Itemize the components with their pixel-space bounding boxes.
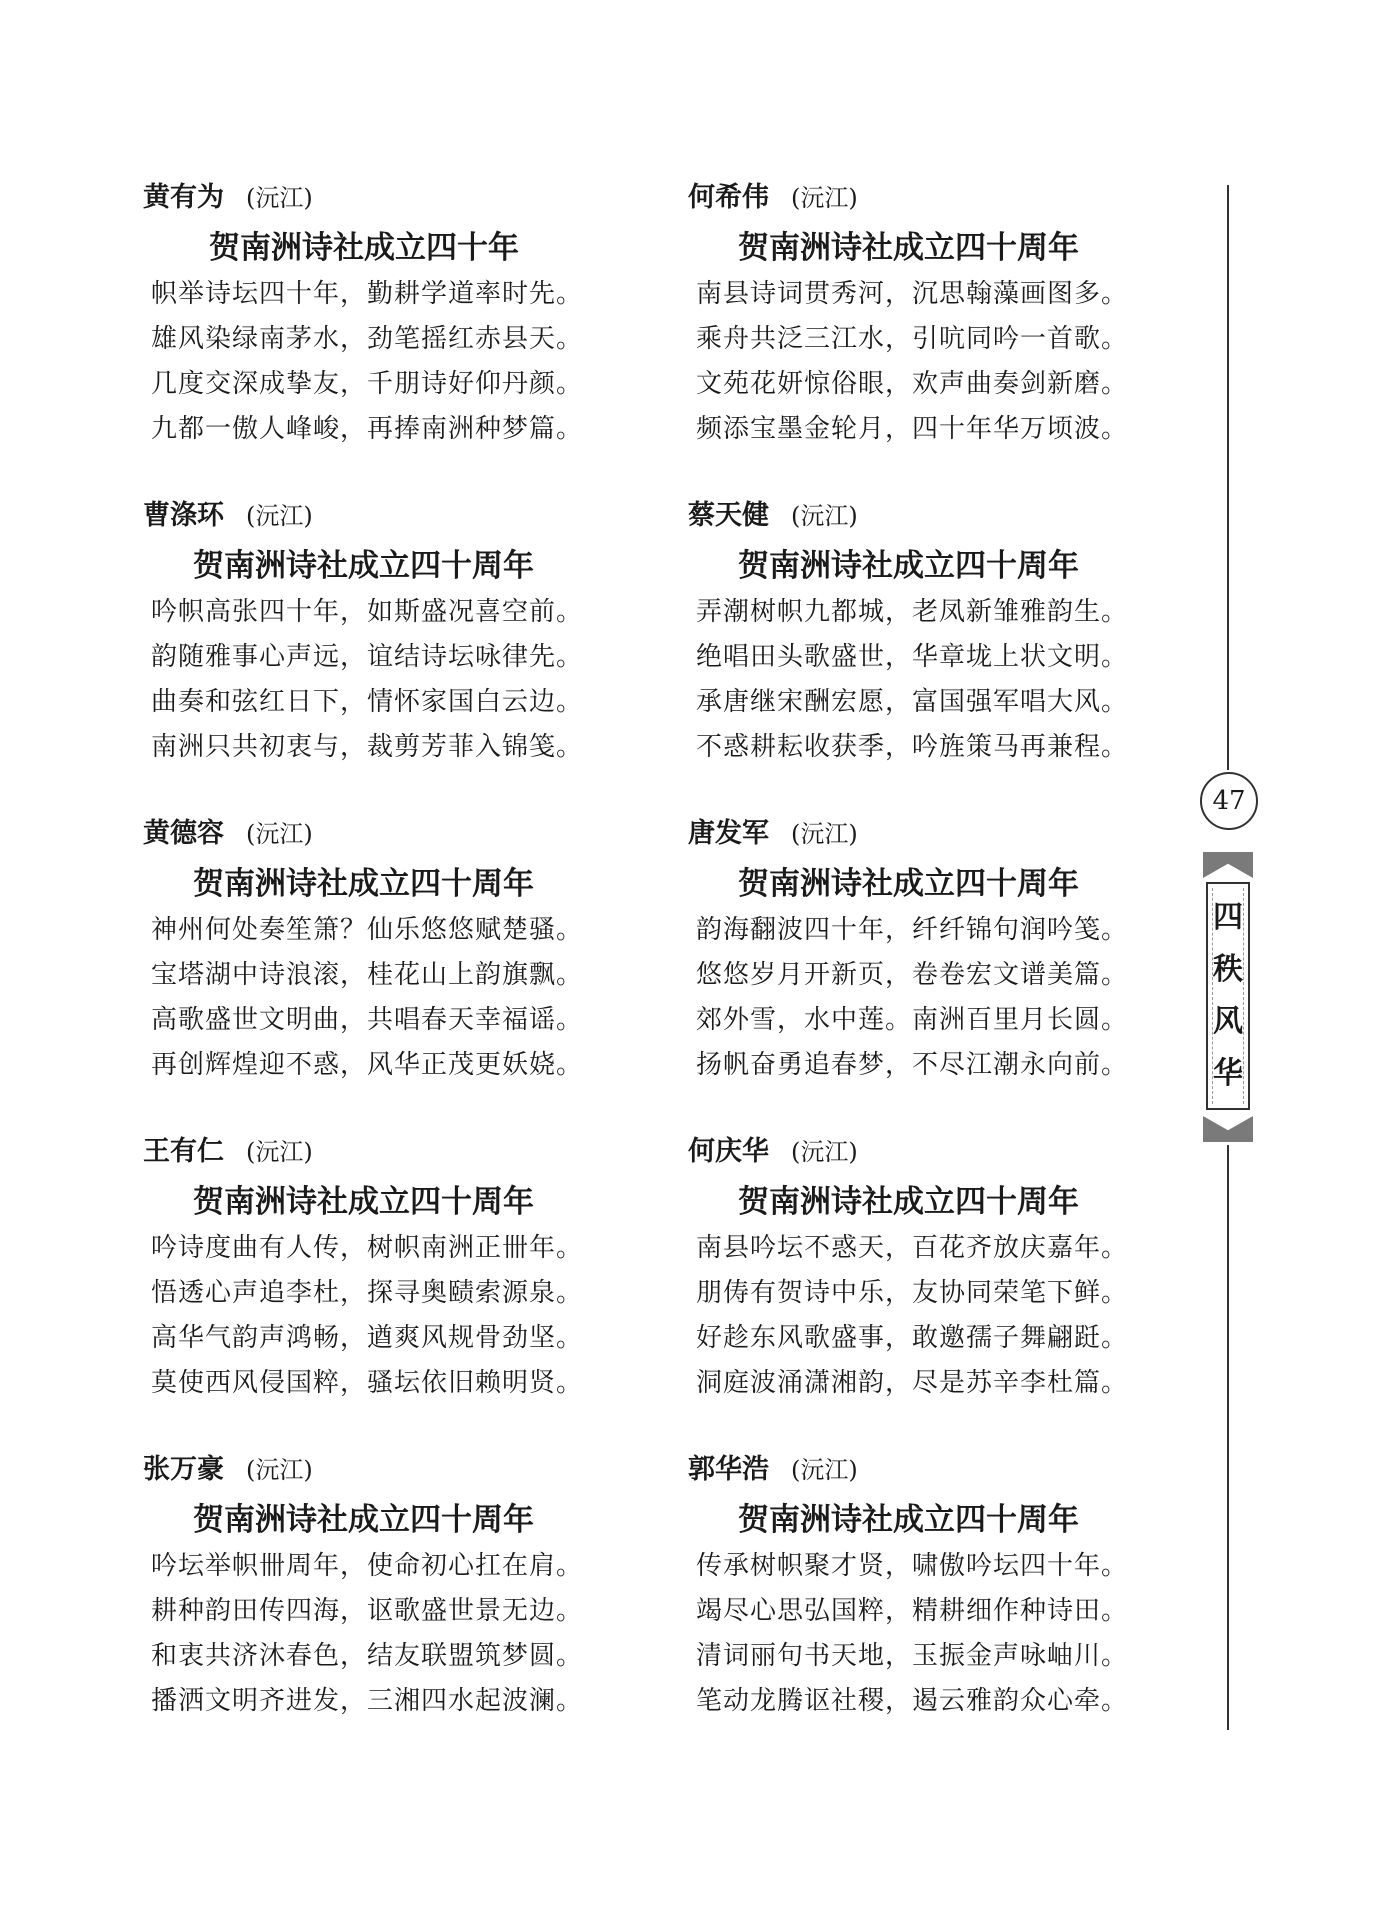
poem-block xyxy=(143,178,623,496)
poem-author-row xyxy=(143,1450,623,1490)
poem-line: 莫使西风侵国粹，骚坛依旧赖明贤。 xyxy=(151,1368,584,1398)
section-label-char: 华 xyxy=(1213,1056,1243,1091)
poem-title: 贺南洲诗社成立四十周年 xyxy=(738,548,1079,584)
poem-line: 吟帜高张四十年，如斯盛况喜空前。 xyxy=(151,597,584,627)
poem-block xyxy=(688,1132,1168,1450)
poem-line: 韵海翻波四十年，纤纤锦句润吟笺。 xyxy=(696,915,1129,945)
poem-origin: (沅江) xyxy=(246,820,313,848)
poem-line: 吟坛举帜卌周年，使命初心扛在肩。 xyxy=(151,1551,584,1581)
banner-cap-top xyxy=(1203,852,1253,878)
poem-line: 笔动龙腾讴社稷，遏云雅韵众心牵。 xyxy=(696,1686,1129,1716)
poem-line: 韵随雅事心声远，谊结诗坛咏律先。 xyxy=(151,642,584,672)
left-column xyxy=(143,178,623,1768)
poem-origin: (沅江) xyxy=(246,502,313,530)
poem-line: 耕种韵田传四海，讴歌盛世景无边。 xyxy=(151,1596,584,1626)
poem-line: 曲奏和弦红日下，情怀家国白云边。 xyxy=(151,687,584,717)
poem-title: 贺南洲诗社成立四十周年 xyxy=(738,230,1079,266)
poem-title: 贺南洲诗社成立四十周年 xyxy=(193,866,534,902)
poem-line: 高歌盛世文明曲，共唱春天幸福谣。 xyxy=(151,1005,584,1035)
poem-block xyxy=(143,1450,623,1768)
poem-block xyxy=(688,1450,1168,1768)
poem-line: 南县吟坛不惑天，百花齐放庆嘉年。 xyxy=(696,1233,1129,1263)
poem-author-row xyxy=(688,1450,1168,1490)
poem-line: 频添宝墨金轮月，四十年华万顷波。 xyxy=(696,414,1129,444)
poem-origin: (沅江) xyxy=(246,184,313,212)
section-label-char: 秩 xyxy=(1213,952,1243,987)
poem-line: 绝唱田头歌盛世，华章垅上状文明。 xyxy=(696,642,1129,672)
poem-title: 贺南洲诗社成立四十周年 xyxy=(193,548,534,584)
poem-author: 王有仁 xyxy=(143,1136,224,1167)
poem-line: 扬帆奋勇追春梦，不尽江潮永向前。 xyxy=(696,1050,1129,1080)
section-label-char: 风 xyxy=(1213,1004,1243,1039)
poem-line: 文苑花妍惊俗眼，欢声曲奏剑新磨。 xyxy=(696,369,1129,399)
poem-author: 黄德容 xyxy=(143,818,224,849)
poem-line: 清词丽句书天地，玉振金声咏岫川。 xyxy=(696,1641,1129,1671)
poem-line: 神州何处奏笙箫？仙乐悠悠赋楚骚。 xyxy=(151,915,584,945)
poem-line: 朋俦有贺诗中乐，友协同荣笔下鲜。 xyxy=(696,1278,1129,1308)
poem-block xyxy=(688,178,1168,496)
poem-line: 弄潮树帜九都城，老凤新雏雅韵生。 xyxy=(696,597,1129,627)
poem-line: 悟透心声追李杜，探寻奥赜索源泉。 xyxy=(151,1278,584,1308)
poem-line: 播洒文明齐进发，三湘四水起波澜。 xyxy=(151,1686,584,1716)
poem-line: 几度交深成挚友，千朋诗好仰丹颜。 xyxy=(151,369,584,399)
poem-title: 贺南洲诗社成立四十年 xyxy=(209,230,519,266)
poem-title: 贺南洲诗社成立四十周年 xyxy=(738,1502,1079,1538)
poem-line: 和衷共济沐春色，结友联盟筑梦圆。 xyxy=(151,1641,584,1671)
poem-author-row xyxy=(143,178,623,218)
poem-author: 曹涤环 xyxy=(143,500,224,531)
side-rule-top xyxy=(1227,185,1229,770)
right-column xyxy=(688,178,1168,1768)
poem-author: 何希伟 xyxy=(688,182,769,213)
poem-author: 张万豪 xyxy=(143,1454,224,1485)
poem-block xyxy=(143,1132,623,1450)
poem-line: 传承树帜聚才贤，啸傲吟坛四十年。 xyxy=(696,1551,1129,1581)
poem-author-row xyxy=(688,1132,1168,1172)
poem-author: 何庆华 xyxy=(688,1136,769,1167)
poem-author: 郭华浩 xyxy=(688,1454,769,1485)
banner-body xyxy=(1206,882,1250,1110)
poem-line: 郊外雪，水中莲。南洲百里月长圆。 xyxy=(696,1005,1129,1035)
poem-origin: (沅江) xyxy=(791,184,858,212)
poem-line: 高华气韵声鸿畅，遒爽风规骨劲坚。 xyxy=(151,1323,584,1353)
poem-author-row xyxy=(688,814,1168,854)
section-banner xyxy=(1203,852,1253,1142)
poem-origin: (沅江) xyxy=(246,1456,313,1484)
poem-origin: (沅江) xyxy=(791,502,858,530)
section-label-char: 四 xyxy=(1213,900,1243,935)
poem-block xyxy=(143,814,623,1132)
banner-cap-bottom xyxy=(1203,1116,1253,1142)
poem-line: 宝塔湖中诗浪滚，桂花山上韵旗飘。 xyxy=(151,960,584,990)
poem-line: 吟诗度曲有人传，树帜南洲正卌年。 xyxy=(151,1233,584,1263)
poem-author: 唐发军 xyxy=(688,818,769,849)
page-number: 47 xyxy=(1200,772,1258,830)
poem-author-row xyxy=(688,496,1168,536)
side-rule-bottom xyxy=(1227,1145,1229,1730)
poem-line: 雄风染绿南茅水，劲笔摇红赤县天。 xyxy=(151,324,584,354)
poem-origin: (沅江) xyxy=(246,1138,313,1166)
poem-origin: (沅江) xyxy=(791,820,858,848)
poem-line: 不惑耕耘收获季，吟旌策马再兼程。 xyxy=(696,732,1129,762)
poem-title: 贺南洲诗社成立四十周年 xyxy=(193,1184,534,1220)
poem-line: 好趁东风歌盛事，敢邀孺子舞翩跹。 xyxy=(696,1323,1129,1353)
poem-line: 再创辉煌迎不惑，风华正茂更妖娆。 xyxy=(151,1050,584,1080)
poem-line: 南县诗词贯秀河，沉思翰藻画图多。 xyxy=(696,279,1129,309)
poem-title: 贺南洲诗社成立四十周年 xyxy=(738,866,1079,902)
poem-title: 贺南洲诗社成立四十周年 xyxy=(738,1184,1079,1220)
poem-author-row xyxy=(143,814,623,854)
poem-author: 黄有为 xyxy=(143,182,224,213)
poem-author-row xyxy=(143,496,623,536)
poem-block xyxy=(143,496,623,814)
poem-author-row xyxy=(143,1132,623,1172)
poem-line: 帜举诗坛四十年，勤耕学道率时先。 xyxy=(151,279,584,309)
poem-title: 贺南洲诗社成立四十周年 xyxy=(193,1502,534,1538)
poem-author-row xyxy=(688,178,1168,218)
poem-origin: (沅江) xyxy=(791,1456,858,1484)
poem-line: 乘舟共泛三江水，引吭同吟一首歌。 xyxy=(696,324,1129,354)
poem-origin: (沅江) xyxy=(791,1138,858,1166)
poem-line: 洞庭波涌潇湘韵，尽是苏辛李杜篇。 xyxy=(696,1368,1129,1398)
poem-block xyxy=(688,496,1168,814)
section-label xyxy=(1208,892,1248,1100)
poem-author: 蔡天健 xyxy=(688,500,769,531)
poem-line: 南洲只共初衷与，裁剪芳菲入锦笺。 xyxy=(151,732,584,762)
poem-block xyxy=(688,814,1168,1132)
poem-line: 竭尽心思弘国粹，精耕细作种诗田。 xyxy=(696,1596,1129,1626)
poem-line: 九都一傲人峰峻，再捧南洲种梦篇。 xyxy=(151,414,584,444)
poem-line: 承唐继宋酬宏愿，富国强军唱大风。 xyxy=(696,687,1129,717)
poem-line: 悠悠岁月开新页，卷卷宏文谱美篇。 xyxy=(696,960,1129,990)
